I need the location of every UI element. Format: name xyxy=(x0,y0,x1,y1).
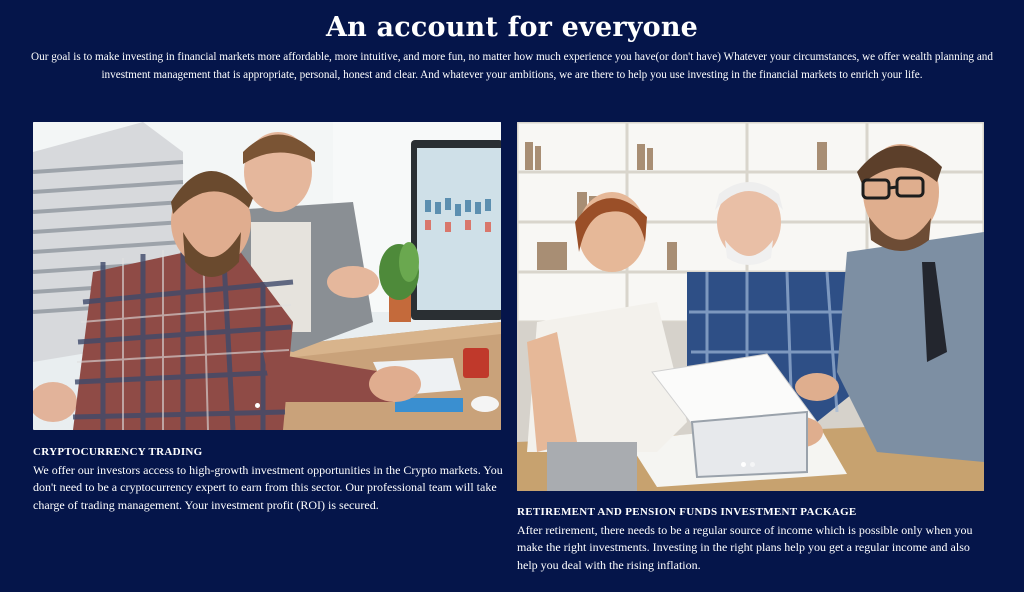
section-intro: Our goal is to make investing in financial markets more affordable, more intuitive, and more fun, no matter how much experience you have(or don't have) Whatever your circumstances, we offer wealth planning and investment management that is appropriate, personal, honest and clear. And whatever your ambitions, we are there to help you use investing in the financial markets to enrich your life. xyxy=(31,51,993,81)
carousel-dots-right[interactable] xyxy=(741,462,755,467)
carousel-dot[interactable] xyxy=(741,462,746,467)
carousel-dot[interactable] xyxy=(750,462,755,467)
crypto-trading-image xyxy=(33,122,501,430)
retirement-description: After retirement, there needs to be a regular source of income which is possible only when you make the right investments. Investing in the right plans help you get a regular income and also help you deal with the rising inflation. xyxy=(517,523,973,572)
crypto-trading-title: CRYPTOCURRENCY TRADING xyxy=(33,446,203,458)
section-heading: An account for everyone xyxy=(325,12,699,43)
retirement-image xyxy=(517,122,984,491)
retirement-title: RETIREMENT AND PENSION FUNDS INVESTMENT PACKAGE xyxy=(517,506,857,518)
carousel-dots-left[interactable] xyxy=(255,403,260,408)
crypto-trading-description: We offer our investors access to high-growth investment opportunities in the Crypto markets. You don't need to be a cryptocurrency expert to earn from this sector. Our professional team will take charge of trading management. Your investment profit (ROI) is secured. xyxy=(33,463,503,512)
carousel-dot[interactable] xyxy=(255,403,260,408)
